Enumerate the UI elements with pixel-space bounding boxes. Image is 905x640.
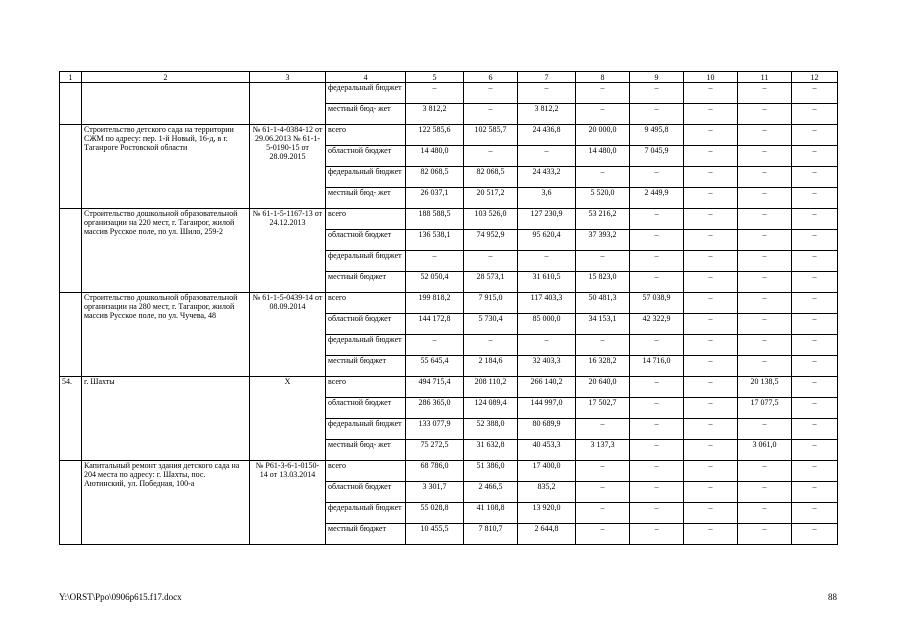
funding-source: областной бюджет <box>326 314 406 335</box>
value-cell: – <box>792 209 838 230</box>
funding-source: всего <box>326 377 406 398</box>
value-cell: 7 045,9 <box>630 146 684 167</box>
value-cell: – <box>792 482 838 503</box>
value-cell: – <box>792 167 838 188</box>
budget-table <box>59 71 838 545</box>
object-name <box>82 83 250 125</box>
value-cell: – <box>738 314 792 335</box>
funding-source: федеральный бюджет <box>326 167 406 188</box>
header-cell: 12 <box>792 72 838 83</box>
value-cell: 14 480,0 <box>576 146 630 167</box>
funding-source: всего <box>326 125 406 146</box>
value-cell: 51 386,0 <box>464 461 518 482</box>
value-cell: 3 301,7 <box>406 482 464 503</box>
value-cell: – <box>792 251 838 272</box>
value-cell: – <box>792 377 838 398</box>
value-cell: 124 089,4 <box>464 398 518 419</box>
value-cell: 188 588,5 <box>406 209 464 230</box>
header-cell: 5 <box>406 72 464 83</box>
document-code: № Р61-3-6-1-0150-14 от 13.03.2014 <box>250 461 326 545</box>
value-cell: – <box>738 419 792 440</box>
value-cell: – <box>684 251 738 272</box>
value-cell: – <box>684 230 738 251</box>
value-cell: – <box>518 146 576 167</box>
value-cell: 55 028,8 <box>406 503 464 524</box>
value-cell: – <box>738 83 792 104</box>
value-cell: – <box>738 356 792 377</box>
table-row <box>60 377 838 398</box>
value-cell: – <box>684 104 738 125</box>
value-cell: – <box>738 503 792 524</box>
value-cell: – <box>630 272 684 293</box>
document-code <box>250 83 326 125</box>
group-index <box>60 125 82 209</box>
value-cell: 5 520,0 <box>576 188 630 209</box>
value-cell: 41 108,8 <box>464 503 518 524</box>
value-cell: 3 812,2 <box>406 104 464 125</box>
value-cell: 7 810,7 <box>464 524 518 545</box>
funding-source: местный бюд- жет <box>326 188 406 209</box>
value-cell: 52 050,4 <box>406 272 464 293</box>
value-cell: 2 184,6 <box>464 356 518 377</box>
value-cell: – <box>576 335 630 356</box>
value-cell: – <box>576 83 630 104</box>
document-code: Х <box>250 377 326 461</box>
value-cell: – <box>630 440 684 461</box>
value-cell: 136 538,1 <box>406 230 464 251</box>
value-cell: 133 077,9 <box>406 419 464 440</box>
value-cell: – <box>738 188 792 209</box>
value-cell: – <box>406 335 464 356</box>
funding-source: всего <box>326 461 406 482</box>
value-cell: 2 466,5 <box>464 482 518 503</box>
header-cell: 6 <box>464 72 518 83</box>
value-cell: – <box>630 461 684 482</box>
value-cell: – <box>738 335 792 356</box>
value-cell: – <box>738 146 792 167</box>
value-cell: 102 585,7 <box>464 125 518 146</box>
value-cell: 17 400,0 <box>518 461 576 482</box>
value-cell: – <box>576 419 630 440</box>
value-cell: – <box>576 503 630 524</box>
value-cell: 199 818,2 <box>406 293 464 314</box>
value-cell: – <box>518 83 576 104</box>
value-cell: 494 715,4 <box>406 377 464 398</box>
value-cell: – <box>738 461 792 482</box>
value-cell: – <box>630 377 684 398</box>
value-cell: 42 322,9 <box>630 314 684 335</box>
value-cell: – <box>630 230 684 251</box>
value-cell: 95 620,4 <box>518 230 576 251</box>
value-cell: 3 812,2 <box>518 104 576 125</box>
value-cell: 103 526,0 <box>464 209 518 230</box>
value-cell: – <box>792 188 838 209</box>
value-cell: 7 915,0 <box>464 293 518 314</box>
value-cell: – <box>792 398 838 419</box>
value-cell: 266 140,2 <box>518 377 576 398</box>
value-cell: – <box>518 335 576 356</box>
value-cell: – <box>684 461 738 482</box>
value-cell: – <box>684 398 738 419</box>
header-cell: 10 <box>684 72 738 83</box>
value-cell: – <box>464 335 518 356</box>
value-cell: – <box>630 419 684 440</box>
value-cell: – <box>738 167 792 188</box>
funding-source: местный бюд- жет <box>326 440 406 461</box>
value-cell: 20 000,0 <box>576 125 630 146</box>
value-cell: 144 997,0 <box>518 398 576 419</box>
value-cell: – <box>684 83 738 104</box>
value-cell: – <box>684 125 738 146</box>
value-cell: 16 328,2 <box>576 356 630 377</box>
value-cell: 2 644,8 <box>518 524 576 545</box>
value-cell: – <box>738 230 792 251</box>
value-cell: – <box>792 314 838 335</box>
value-cell: 53 216,2 <box>576 209 630 230</box>
group-index <box>60 293 82 377</box>
value-cell: 17 077,5 <box>738 398 792 419</box>
header-cell: 7 <box>518 72 576 83</box>
value-cell: – <box>738 272 792 293</box>
header-cell: 4 <box>326 72 406 83</box>
value-cell: – <box>684 377 738 398</box>
funding-source: федеральный бюджет <box>326 251 406 272</box>
funding-source: областной бюджет <box>326 230 406 251</box>
funding-source: всего <box>326 293 406 314</box>
value-cell: 68 786,0 <box>406 461 464 482</box>
group-index <box>60 461 82 545</box>
value-cell: – <box>630 104 684 125</box>
funding-source: федеральный бюджет <box>326 503 406 524</box>
value-cell: – <box>792 461 838 482</box>
value-cell: 57 038,9 <box>630 293 684 314</box>
table-row <box>60 83 838 104</box>
value-cell: – <box>738 125 792 146</box>
value-cell: – <box>406 83 464 104</box>
value-cell: – <box>576 167 630 188</box>
funding-source: областной бюджет <box>326 398 406 419</box>
value-cell: 14 480,0 <box>406 146 464 167</box>
header-row <box>60 72 838 83</box>
header-cell: 8 <box>576 72 630 83</box>
value-cell: – <box>738 104 792 125</box>
object-name: Капитальный ремонт здания детского сада на 204 места по адресу: г. Шахты, пос. Аютинский, ул. Победная, 100-а <box>82 461 250 545</box>
header-cell: 9 <box>630 72 684 83</box>
value-cell: 3,6 <box>518 188 576 209</box>
value-cell: 85 000,0 <box>518 314 576 335</box>
value-cell: 835,2 <box>518 482 576 503</box>
value-cell: 5 730,4 <box>464 314 518 335</box>
value-cell: – <box>792 104 838 125</box>
value-cell: – <box>684 188 738 209</box>
value-cell: – <box>684 419 738 440</box>
value-cell: – <box>684 314 738 335</box>
funding-source: областной бюджет <box>326 482 406 503</box>
value-cell: 82 068,5 <box>464 167 518 188</box>
value-cell: 32 403,3 <box>518 356 576 377</box>
value-cell: – <box>576 482 630 503</box>
object-name: Строительство детского сада на территории СЖМ по адресу: пер. 1-й Новый, 16-д, в г. Таганроге Ростовской области <box>82 125 250 209</box>
value-cell: 80 689,9 <box>518 419 576 440</box>
value-cell: – <box>576 251 630 272</box>
value-cell: 82 068,5 <box>406 167 464 188</box>
value-cell: – <box>684 503 738 524</box>
value-cell: 10 455,5 <box>406 524 464 545</box>
funding-source: федеральный бюджет <box>326 335 406 356</box>
value-cell: – <box>684 167 738 188</box>
value-cell: 9 495,8 <box>630 125 684 146</box>
value-cell: – <box>576 524 630 545</box>
value-cell: – <box>630 335 684 356</box>
value-cell: – <box>630 503 684 524</box>
value-cell: 74 952,9 <box>464 230 518 251</box>
value-cell: – <box>518 251 576 272</box>
value-cell: – <box>464 251 518 272</box>
value-cell: – <box>630 482 684 503</box>
value-cell: – <box>630 209 684 230</box>
value-cell: – <box>406 251 464 272</box>
funding-source: областной бюджет <box>326 146 406 167</box>
value-cell: 144 172,8 <box>406 314 464 335</box>
value-cell: 50 481,3 <box>576 293 630 314</box>
value-cell: – <box>684 356 738 377</box>
table-row <box>60 209 838 230</box>
value-cell: – <box>684 272 738 293</box>
value-cell: 15 823,0 <box>576 272 630 293</box>
value-cell: – <box>792 503 838 524</box>
value-cell: 24 436,8 <box>518 125 576 146</box>
value-cell: – <box>464 104 518 125</box>
funding-source: местный бюджет <box>326 524 406 545</box>
value-cell: 20 640,0 <box>576 377 630 398</box>
value-cell: 26 037,1 <box>406 188 464 209</box>
value-cell: 34 153,1 <box>576 314 630 335</box>
value-cell: 28 573,1 <box>464 272 518 293</box>
value-cell: – <box>792 440 838 461</box>
value-cell: 13 920,0 <box>518 503 576 524</box>
value-cell: – <box>684 146 738 167</box>
value-cell: 20 517,2 <box>464 188 518 209</box>
value-cell: – <box>630 398 684 419</box>
value-cell: 37 393,2 <box>576 230 630 251</box>
table-row <box>60 461 838 482</box>
group-index <box>60 209 82 293</box>
value-cell: 24 433,2 <box>518 167 576 188</box>
value-cell: – <box>792 335 838 356</box>
value-cell: – <box>684 209 738 230</box>
value-cell: – <box>792 524 838 545</box>
funding-source: местный бюд- жет <box>326 104 406 125</box>
group-index: 54. <box>60 377 82 461</box>
value-cell: – <box>630 83 684 104</box>
footer-file-path: Y:\ORST\Ppo\0906p615.f17.docx <box>59 592 182 602</box>
funding-source: всего <box>326 209 406 230</box>
value-cell: 3 137,3 <box>576 440 630 461</box>
value-cell: – <box>792 272 838 293</box>
funding-source: федеральный бюджет <box>326 83 406 104</box>
value-cell: – <box>792 293 838 314</box>
value-cell: 2 449,9 <box>630 188 684 209</box>
value-cell: – <box>738 293 792 314</box>
value-cell: – <box>738 251 792 272</box>
value-cell: 17 502,7 <box>576 398 630 419</box>
table-row <box>60 293 838 314</box>
value-cell: – <box>684 335 738 356</box>
header-cell: 1 <box>60 72 82 83</box>
header-cell: 2 <box>82 72 250 83</box>
document-code: № 61-1-5-0439-14 от 08.09.2014 <box>250 293 326 377</box>
value-cell: – <box>464 83 518 104</box>
value-cell: 75 272,5 <box>406 440 464 461</box>
value-cell: – <box>792 356 838 377</box>
value-cell: – <box>792 419 838 440</box>
value-cell: 208 110,2 <box>464 377 518 398</box>
funding-source: местный бюджет <box>326 356 406 377</box>
object-name: Строительство дошкольной образовательной организации на 220 мест, г. Таганрог, жилой массив Русское поле, по ул. Шило, 259-2 <box>82 209 250 293</box>
value-cell: – <box>738 524 792 545</box>
value-cell: – <box>576 461 630 482</box>
header-cell: 11 <box>738 72 792 83</box>
value-cell: – <box>738 482 792 503</box>
value-cell: 31 610,5 <box>518 272 576 293</box>
value-cell: 55 645,4 <box>406 356 464 377</box>
document-code: № 61-1-4-0384-12 от 29.06.2013 № 61-1-5-0190-15 от 28.09.2015 <box>250 125 326 209</box>
value-cell: – <box>684 524 738 545</box>
value-cell: – <box>792 83 838 104</box>
value-cell: – <box>576 104 630 125</box>
value-cell: 122 585,6 <box>406 125 464 146</box>
funding-source: федеральный бюджет <box>326 419 406 440</box>
value-cell: – <box>630 251 684 272</box>
value-cell: 40 453,3 <box>518 440 576 461</box>
table-row <box>60 125 838 146</box>
value-cell: 3 061,0 <box>738 440 792 461</box>
document-code: № 61-1-5-1167-13 от 24.12.2013 <box>250 209 326 293</box>
value-cell: 127 230,9 <box>518 209 576 230</box>
value-cell: – <box>792 125 838 146</box>
value-cell: – <box>630 167 684 188</box>
value-cell: – <box>630 524 684 545</box>
funding-source: местный бюджет <box>326 272 406 293</box>
value-cell: – <box>738 209 792 230</box>
object-name: Строительство дошкольной образовательной организации на 280 мест, г. Таганрог, жилой массив Русское поле, по ул. Чучева, 48 <box>82 293 250 377</box>
value-cell: – <box>464 146 518 167</box>
value-cell: 31 632,8 <box>464 440 518 461</box>
value-cell: 286 365,0 <box>406 398 464 419</box>
footer-page-number: 88 <box>828 592 837 602</box>
value-cell: – <box>792 230 838 251</box>
value-cell: – <box>792 146 838 167</box>
value-cell: – <box>684 293 738 314</box>
value-cell: 52 388,0 <box>464 419 518 440</box>
value-cell: – <box>684 440 738 461</box>
value-cell: 14 716,0 <box>630 356 684 377</box>
object-name: г. Шахты <box>82 377 250 461</box>
value-cell: 117 403,3 <box>518 293 576 314</box>
group-index <box>60 83 82 125</box>
value-cell: 20 138,5 <box>738 377 792 398</box>
header-cell: 3 <box>250 72 326 83</box>
value-cell: – <box>684 482 738 503</box>
